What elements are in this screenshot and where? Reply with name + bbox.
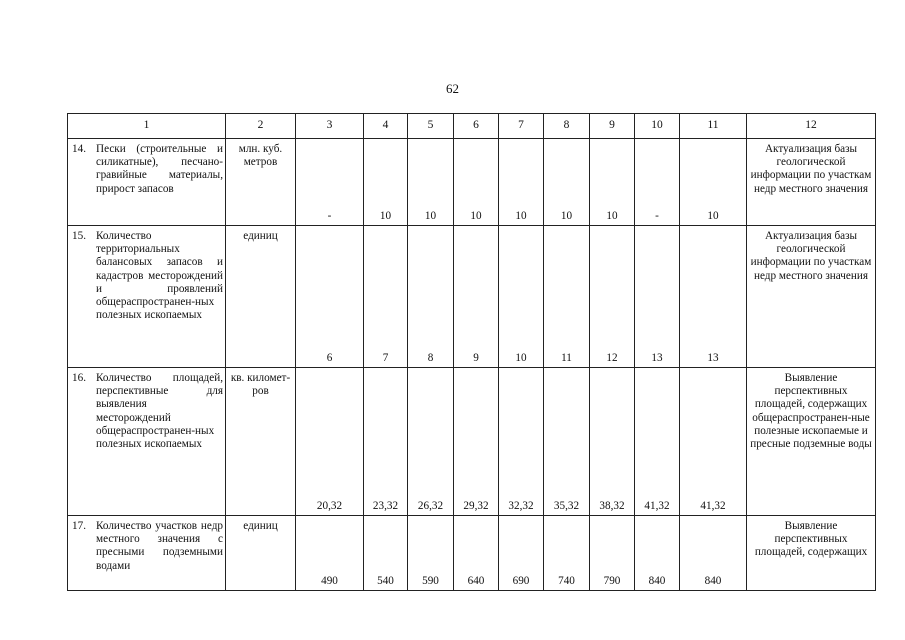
column-header-10: 10 <box>635 114 680 139</box>
value-cell: 35,32 <box>544 368 590 516</box>
table-row <box>68 226 876 368</box>
column-header-7: 7 <box>499 114 544 139</box>
value-cell: 590 <box>408 516 454 591</box>
column-header-1: 1 <box>68 114 226 139</box>
row-number: 15. <box>72 230 86 242</box>
value-cell: 13 <box>635 226 680 368</box>
column-header-6: 6 <box>454 114 499 139</box>
value-cell: 13 <box>680 226 747 368</box>
value-cell: 10 <box>408 139 454 226</box>
column-header-5: 5 <box>408 114 454 139</box>
unit-cell: единиц <box>226 226 296 368</box>
row-number: 14. <box>72 143 86 155</box>
table-row <box>68 368 876 516</box>
value-cell: 26,32 <box>408 368 454 516</box>
table-row <box>68 516 876 591</box>
value-cell: 790 <box>590 516 635 591</box>
note-cell: Выявление перспективных площадей, содержащих общераспространен-ные полезные ископаемые и пресные подземные воды <box>747 368 876 516</box>
value-cell: 11 <box>544 226 590 368</box>
note-cell: Актуализация базы геологической информации по участкам недр местного значения <box>747 139 876 226</box>
value-cell: 10 <box>544 139 590 226</box>
column-header-3: 3 <box>296 114 364 139</box>
indicator-name: Пески (строительные и силикатные), песчано-гравийные материалы, прирост запасов <box>96 143 223 195</box>
value-cell: 6 <box>296 226 364 368</box>
row-number: 16. <box>72 372 86 384</box>
value-cell: 540 <box>364 516 408 591</box>
row-number: 17. <box>72 520 86 532</box>
value-cell: 740 <box>544 516 590 591</box>
note-cell: Актуализация базы геологической информации по участкам недр местного значения <box>747 226 876 368</box>
value-cell: - <box>296 139 364 226</box>
value-cell: 840 <box>635 516 680 591</box>
value-cell: 8 <box>408 226 454 368</box>
value-cell: 490 <box>296 516 364 591</box>
indicator-name-cell <box>68 139 226 226</box>
value-cell: 10 <box>499 139 544 226</box>
value-cell: 38,32 <box>590 368 635 516</box>
indicator-name-cell <box>68 516 226 591</box>
unit-cell: кв. километ-ров <box>226 368 296 516</box>
column-header-11: 11 <box>680 114 747 139</box>
value-cell: 41,32 <box>680 368 747 516</box>
value-cell: 29,32 <box>454 368 499 516</box>
value-cell: - <box>635 139 680 226</box>
column-header-2: 2 <box>226 114 296 139</box>
indicator-name-cell <box>68 368 226 516</box>
value-cell: 10 <box>499 226 544 368</box>
value-cell: 690 <box>499 516 544 591</box>
value-cell: 41,32 <box>635 368 680 516</box>
indicator-name: Количество территориальных балансовых запасов и кадастров месторождений и проявлений общераспространен-ных полезных ископаемых <box>96 230 223 322</box>
column-header-8: 8 <box>544 114 590 139</box>
unit-cell: единиц <box>226 516 296 591</box>
value-cell: 23,32 <box>364 368 408 516</box>
value-cell: 640 <box>454 516 499 591</box>
indicator-name-cell <box>68 226 226 368</box>
value-cell: 32,32 <box>499 368 544 516</box>
indicator-name: Количество участков недр местного значения с пресными подземными водами <box>96 520 223 572</box>
value-cell: 10 <box>454 139 499 226</box>
value-cell: 840 <box>680 516 747 591</box>
column-header-4: 4 <box>364 114 408 139</box>
column-header-9: 9 <box>590 114 635 139</box>
unit-cell: млн. куб. метров <box>226 139 296 226</box>
value-cell: 10 <box>680 139 747 226</box>
value-cell: 20,32 <box>296 368 364 516</box>
value-cell: 9 <box>454 226 499 368</box>
table-header-row <box>68 114 876 139</box>
indicator-name: Количество площадей, перспективные для выявления месторождений общераспространен-ных полезных ископаемых <box>96 372 223 451</box>
table-row <box>68 139 876 226</box>
note-cell: Выявление перспективных площадей, содержащих <box>747 516 876 591</box>
value-cell: 12 <box>590 226 635 368</box>
table-body <box>68 114 876 591</box>
indicator-table <box>67 113 876 591</box>
column-header-12: 12 <box>747 114 876 139</box>
page-number: 62 <box>446 81 459 96</box>
value-cell: 10 <box>364 139 408 226</box>
value-cell: 7 <box>364 226 408 368</box>
value-cell: 10 <box>590 139 635 226</box>
